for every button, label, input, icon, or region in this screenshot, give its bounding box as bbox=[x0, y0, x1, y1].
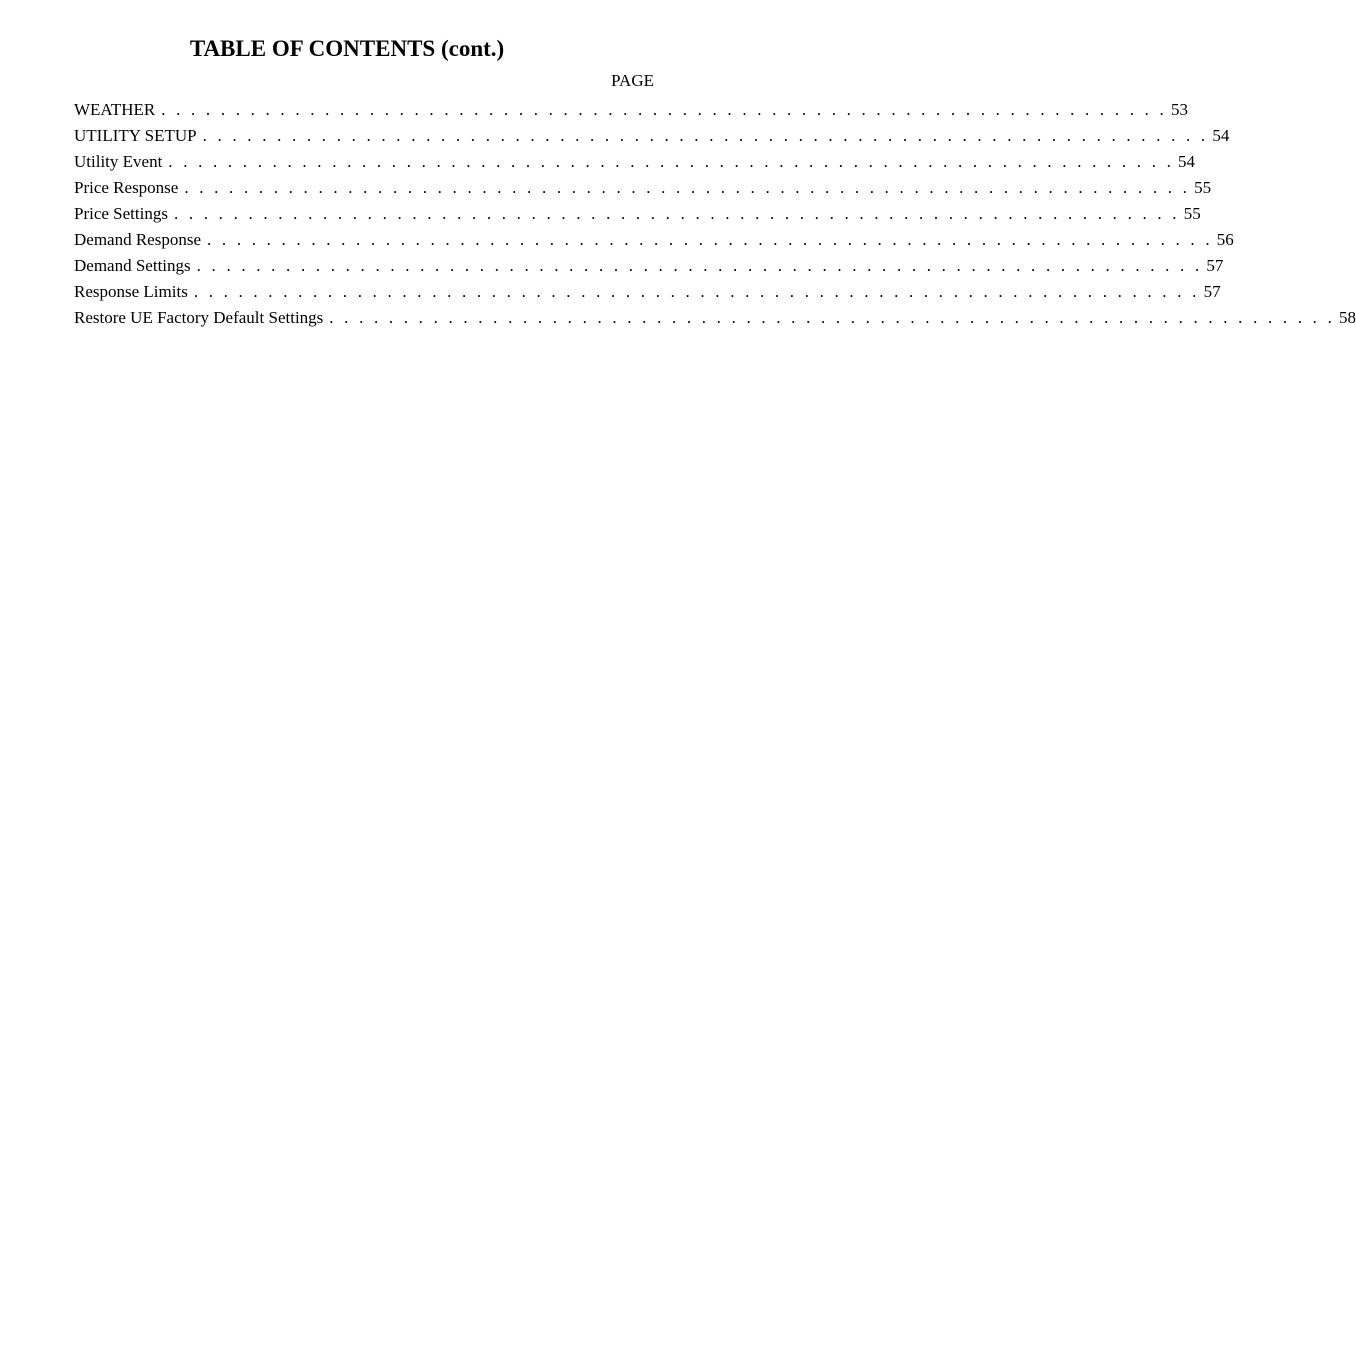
toc-entry-label: Price Settings bbox=[74, 204, 168, 223]
toc-entry-label: Response Limits bbox=[74, 282, 188, 301]
toc-entry-page: 57 bbox=[1206, 256, 1224, 275]
toc-entry-demand-settings[interactable] bbox=[74, 254, 1224, 280]
dot-leader: . . . . . . . . . . . . . . . . . . . . . . . . . . . . . . . . . . . . . . . . . . . . . . . . . . . . . . . . . . . . . . . . . . . . bbox=[202, 126, 1209, 145]
toc-entry-demand-response[interactable] bbox=[74, 228, 1234, 254]
toc-entry-page: 56 bbox=[1216, 230, 1234, 249]
toc-entry-label: WEATHER bbox=[74, 100, 156, 119]
page-title: TABLE OF CONTENTS (cont.) bbox=[189, 36, 505, 61]
dot-leader: . . . . . . . . . . . . . . . . . . . . . . . . . . . . . . . . . . . . . . . . . . . . . . . . . . . . . . . . . . . . . . . . . . . . bbox=[184, 178, 1191, 197]
toc-entry-page: 54 bbox=[1178, 152, 1196, 171]
dot-leader: . . . . . . . . . . . . . . . . . . . . . . . . . . . . . . . . . . . . . . . . . . . . . . . . . . . . . . . . . . . . . . . . . . . . bbox=[168, 152, 1175, 171]
toc-entry-label: Restore UE Factory Default Settings bbox=[74, 308, 324, 327]
toc-entry-page: 58 bbox=[1339, 308, 1356, 327]
dot-leader: . . . . . . . . . . . . . . . . . . . . . . . . . . . . . . . . . . . . . . . . . . . . . . . . . . . . . . . . . . . . . . . . . . . . bbox=[329, 308, 1336, 327]
toc-entry-utility-setup[interactable] bbox=[74, 124, 1230, 150]
toc-entry-page: 53 bbox=[1170, 100, 1188, 119]
toc-entry-utility-event[interactable] bbox=[74, 150, 1196, 176]
dot-leader: . . . . . . . . . . . . . . . . . . . . . . . . . . . . . . . . . . . . . . . . . . . . . . . . . . . . . . . . . . . . . . . . . . . . bbox=[207, 230, 1213, 249]
toc-entry-restore-ue-factory-default-settings[interactable] bbox=[74, 306, 1356, 332]
toc-entry-label: Price Response bbox=[74, 178, 179, 197]
toc-entry-weather[interactable] bbox=[74, 98, 1188, 124]
toc-entry-price-settings[interactable] bbox=[74, 202, 1201, 228]
toc-entry-price-response[interactable] bbox=[74, 176, 1212, 202]
toc-entry-response-limits[interactable] bbox=[74, 280, 1221, 306]
dot-leader: . . . . . . . . . . . . . . . . . . . . . . . . . . . . . . . . . . . . . . . . . . . . . . . . . . . . . . . . . . . . . . . . . . . . bbox=[193, 282, 1200, 301]
toc-entry-page: 55 bbox=[1183, 204, 1201, 223]
dot-leader: . . . . . . . . . . . . . . . . . . . . . . . . . . . . . . . . . . . . . . . . . . . . . . . . . . . . . . . . . . . . . . . . . . . . bbox=[161, 100, 1167, 119]
toc-list bbox=[74, 98, 1356, 332]
page-column-header: PAGE bbox=[611, 71, 654, 90]
toc-entry-label: UTILITY SETUP bbox=[74, 126, 197, 145]
toc-entry-page: 57 bbox=[1203, 282, 1221, 301]
toc-entry-page: 54 bbox=[1212, 126, 1230, 145]
dot-leader: . . . . . . . . . . . . . . . . . . . . . . . . . . . . . . . . . . . . . . . . . . . . . . . . . . . . . . . . . . . . . . . . . . . . bbox=[173, 204, 1180, 223]
toc-entry-label: Demand Response bbox=[74, 230, 202, 249]
dot-leader: . . . . . . . . . . . . . . . . . . . . . . . . . . . . . . . . . . . . . . . . . . . . . . . . . . . . . . . . . . . . . . . . . . . . bbox=[196, 256, 1203, 275]
toc-entry-label: Demand Settings bbox=[74, 256, 191, 275]
toc-entry-label: Utility Event bbox=[74, 152, 163, 171]
toc-entry-page: 55 bbox=[1194, 178, 1212, 197]
